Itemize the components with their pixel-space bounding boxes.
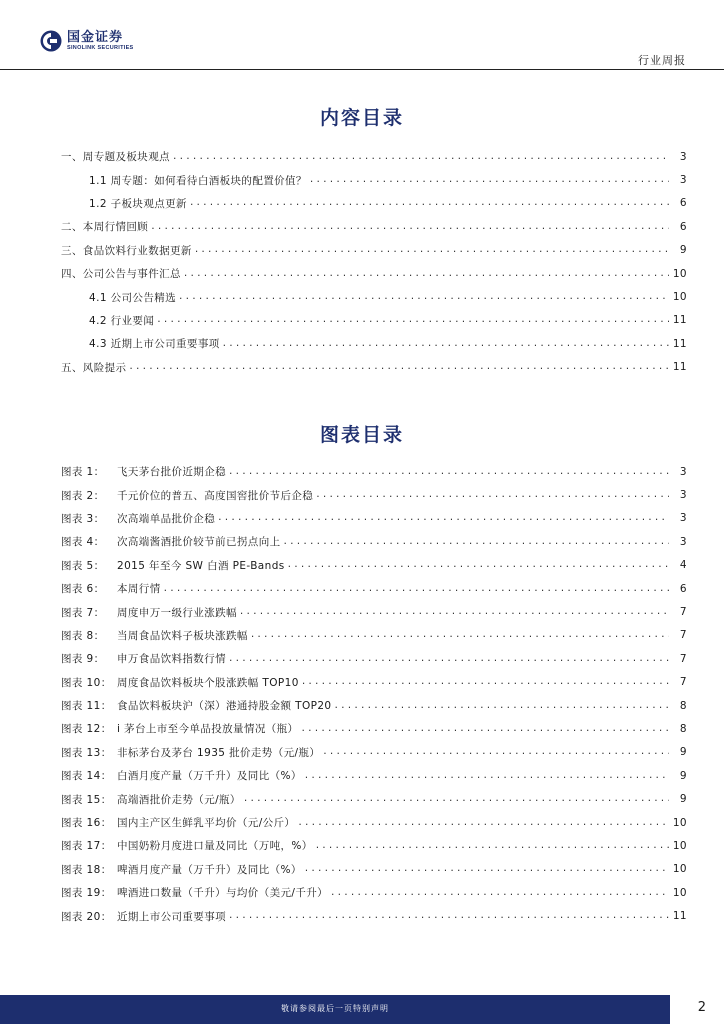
figure-caption: 国内主产区生鲜乳平均价（元/公斤） [117, 817, 296, 830]
figure-toc-entry[interactable] [61, 741, 687, 764]
dot-leader [183, 268, 669, 280]
figure-number: 图表 13： [61, 746, 112, 759]
toc-page-number: 10 [669, 863, 687, 875]
figure-toc-entry[interactable] [61, 624, 687, 647]
report-type-label: 行业周报 [638, 54, 686, 67]
toc-page-number: 9 [669, 746, 687, 758]
toc-page-number: 7 [669, 629, 687, 641]
figure-toc-entry[interactable] [61, 460, 687, 483]
figure-toc-entry[interactable] [61, 904, 687, 927]
dot-leader [315, 489, 669, 501]
figure-number: 图表 6： [61, 583, 105, 596]
toc-entry-title: 一、周专题及板块观点 [61, 151, 170, 164]
toc-page-number: 10 [669, 268, 687, 280]
figure-toc-entry[interactable] [61, 764, 687, 787]
toc-entry-title [61, 815, 297, 830]
toc-entry-title [61, 792, 243, 807]
toc-page-number: 9 [669, 793, 687, 805]
dot-leader [189, 197, 669, 209]
dot-leader [194, 244, 669, 256]
figure-toc-entry[interactable] [61, 671, 687, 694]
dot-leader [178, 291, 669, 303]
company-logo [40, 30, 134, 52]
toc-page-number: 10 [669, 817, 687, 829]
toc-page-number: 3 [669, 151, 687, 163]
toc-page-number: 6 [669, 197, 687, 209]
toc-page-number: 11 [669, 910, 687, 922]
figure-caption: 啤酒月度产量（万千升）及同比（%） [117, 863, 302, 876]
toc-page-number: 7 [669, 606, 687, 618]
header-divider [0, 69, 724, 70]
figure-toc-entry[interactable] [61, 881, 687, 904]
dot-leader [222, 338, 669, 350]
figure-caption: 本周行情 [117, 583, 161, 596]
dot-leader [283, 536, 670, 548]
figure-number: 图表 19： [61, 887, 112, 900]
dot-leader [304, 863, 669, 875]
toc-page-number: 4 [669, 559, 687, 571]
toc-entry-title: 二、本周行情回顾 [61, 221, 149, 234]
dot-leader [172, 151, 669, 163]
figure-number: 图表 9： [61, 653, 105, 666]
toc-page-number: 8 [669, 723, 687, 735]
figure-caption: 高端酒批价走势（元/瓶） [117, 793, 241, 806]
toc-entry-title [61, 721, 300, 736]
figure-caption: 白酒月度产量（万千升）及同比（%） [117, 770, 302, 783]
dot-leader [228, 910, 669, 922]
figure-caption: 中国奶粉月度进口量及同比（万吨，%） [117, 840, 313, 853]
contents-toc-entry[interactable] [61, 356, 687, 379]
toc-page-number: 11 [669, 361, 687, 373]
dot-leader [156, 314, 669, 326]
figure-caption: 申万食品饮料指数行情 [117, 653, 226, 666]
figure-toc-entry[interactable] [61, 600, 687, 623]
dot-leader [150, 221, 669, 233]
toc-page-number: 3 [669, 536, 687, 548]
figure-toc-entry[interactable] [61, 694, 687, 717]
dot-leader [243, 793, 669, 805]
toc-entry-title [61, 745, 322, 760]
contents-toc-entry[interactable] [61, 309, 687, 332]
toc-entry-title [61, 488, 315, 503]
sinolink-logo-icon [40, 30, 62, 52]
toc-page-number: 9 [669, 770, 687, 782]
figure-caption: 周度申万一级行业涨跌幅 [117, 606, 237, 619]
figure-caption: 非标茅台及茅台 1935 批价走势（元/瓶） [117, 746, 321, 759]
contents-toc-entry[interactable] [61, 239, 687, 262]
figure-number: 图表 15： [61, 793, 112, 806]
figure-toc-entry[interactable] [61, 811, 687, 834]
contents-toc-entry[interactable] [61, 192, 687, 215]
toc-page-number: 11 [669, 338, 687, 350]
dot-leader [128, 361, 668, 373]
figure-toc-entry[interactable] [61, 483, 687, 506]
toc-entry-title [61, 675, 301, 690]
contents-title: 内容目录 [319, 107, 404, 129]
figure-caption: i 茅台上市至今单品投放量情况（瓶） [117, 723, 299, 736]
toc-entry-title [61, 862, 304, 877]
figure-caption: 周度食品饮料板块个股涨跌幅 TOP10 [117, 676, 299, 689]
logo-english-name: SINOLINK SECURITIES [67, 44, 134, 51]
toc-entry-title [61, 534, 283, 549]
toc-page-number: 10 [669, 840, 687, 852]
figures-title: 图表目录 [319, 424, 404, 446]
figure-number: 图表 8： [61, 629, 105, 642]
figure-toc-entry[interactable] [61, 858, 687, 881]
figure-caption: 食品饮料板块沪（深）港通持股金额 TOP20 [117, 700, 332, 713]
figure-number: 图表 12： [61, 723, 112, 736]
toc-entry-title [61, 605, 239, 620]
dot-leader [228, 653, 669, 665]
contents-toc-entry[interactable] [61, 168, 687, 191]
toc-entry-title [61, 698, 334, 713]
toc-entry-title [61, 651, 228, 666]
toc-entry-title: 三、食品饮料行业数据更新 [61, 244, 192, 257]
figure-number: 图表 18： [61, 863, 112, 876]
dot-leader [287, 559, 669, 571]
toc-entry-title: 五、风险提示 [61, 361, 127, 374]
figure-caption: 千元价位的普五、高度国窖批价节后企稳 [117, 489, 314, 502]
figure-toc-entry[interactable] [61, 530, 687, 553]
contents-toc-entry[interactable] [61, 145, 687, 168]
toc-entry-title: 4.1 公司公告精选 [89, 291, 177, 304]
dot-leader [304, 770, 669, 782]
figure-number: 图表 16： [61, 817, 112, 830]
toc-entry-title [61, 838, 315, 853]
toc-entry-title [61, 885, 330, 900]
contents-toc-entry[interactable] [61, 262, 687, 285]
figure-caption: 近期上市公司重要事项 [117, 910, 226, 923]
toc-entry-title: 1.1 周专题：如何看待白酒板块的配置价值？ [89, 174, 307, 187]
figure-toc-entry[interactable] [61, 507, 687, 530]
dot-leader [163, 583, 669, 595]
toc-entry-title: 四、公司公告与事件汇总 [61, 268, 181, 281]
toc-page-number: 7 [669, 653, 687, 665]
contents-list [61, 145, 687, 379]
figure-caption: 当周食品饮料子板块涨跌幅 [117, 629, 248, 642]
footer-disclaimer: 敬请参阅最后一页特别声明 [281, 1004, 389, 1013]
dot-leader [228, 466, 669, 478]
toc-entry-title: 1.2 子板块观点更新 [89, 197, 187, 210]
dot-leader [250, 629, 669, 641]
logo-chinese-name: 国金证券 [67, 29, 124, 45]
figure-caption: 次高端单品批价企稳 [117, 512, 216, 525]
figure-caption: 飞天茅台批价近期企稳 [117, 466, 226, 479]
figure-caption: 啤酒进口数量（千升）与均价（美元/千升） [117, 887, 329, 900]
figure-number: 图表 14： [61, 770, 112, 783]
figure-toc-entry[interactable] [61, 554, 687, 577]
figure-number: 图表 20： [61, 910, 112, 923]
figure-number: 图表 1： [61, 466, 105, 479]
figures-list [61, 460, 687, 928]
toc-page-number: 11 [669, 314, 687, 326]
toc-page-number: 3 [669, 466, 687, 478]
dot-leader [301, 676, 669, 688]
dot-leader [334, 700, 669, 712]
figure-caption: 2015 年至今 SW 白酒 PE-Bands [117, 559, 285, 572]
figure-number: 图表 2： [61, 489, 105, 502]
figure-caption: 次高端酱酒批价较节前已拐点向上 [117, 536, 281, 549]
toc-entry-title: 4.2 行业要闻 [89, 314, 155, 327]
figure-number: 图表 17： [61, 840, 112, 853]
toc-page-number: 8 [669, 700, 687, 712]
figure-number: 图表 5： [61, 559, 105, 572]
toc-page-number: 7 [669, 676, 687, 688]
toc-entry-title [61, 558, 287, 573]
toc-entry-title [61, 581, 163, 596]
figure-toc-entry[interactable] [61, 834, 687, 857]
figure-toc-entry[interactable] [61, 577, 687, 600]
toc-page-number: 3 [669, 489, 687, 501]
toc-entry-title [61, 768, 304, 783]
dot-leader [330, 887, 669, 899]
toc-page-number: 9 [669, 244, 687, 256]
toc-page-number: 3 [669, 174, 687, 186]
dot-leader [297, 817, 668, 829]
toc-page-number: 10 [669, 291, 687, 303]
toc-entry-title [61, 464, 228, 479]
figure-number: 图表 4： [61, 536, 105, 549]
toc-entry-title [61, 511, 217, 526]
figure-number: 图表 3： [61, 512, 105, 525]
toc-entry-title [61, 909, 228, 924]
figure-toc-entry[interactable] [61, 647, 687, 670]
toc-entry-title: 4.3 近期上市公司重要事项 [89, 338, 220, 351]
figure-toc-entry[interactable] [61, 717, 687, 740]
figure-number: 图表 7： [61, 606, 105, 619]
contents-toc-entry[interactable] [61, 332, 687, 355]
toc-entry-title [61, 628, 250, 643]
dot-leader [300, 723, 669, 735]
contents-toc-entry[interactable] [61, 215, 687, 238]
dot-leader [315, 840, 669, 852]
contents-toc-entry[interactable] [61, 285, 687, 308]
page-header [0, 0, 724, 72]
dot-leader [239, 606, 669, 618]
toc-page-number: 3 [669, 512, 687, 524]
dot-leader [217, 512, 669, 524]
page-number: 2 [697, 1000, 706, 1015]
toc-page-number: 10 [669, 887, 687, 899]
dot-leader [309, 174, 669, 186]
figure-number: 图表 10： [61, 676, 112, 689]
figure-toc-entry[interactable] [61, 787, 687, 810]
figure-number: 图表 11： [61, 700, 112, 713]
dot-leader [322, 746, 669, 758]
toc-page-number: 6 [669, 221, 687, 233]
toc-page-number: 6 [669, 583, 687, 595]
